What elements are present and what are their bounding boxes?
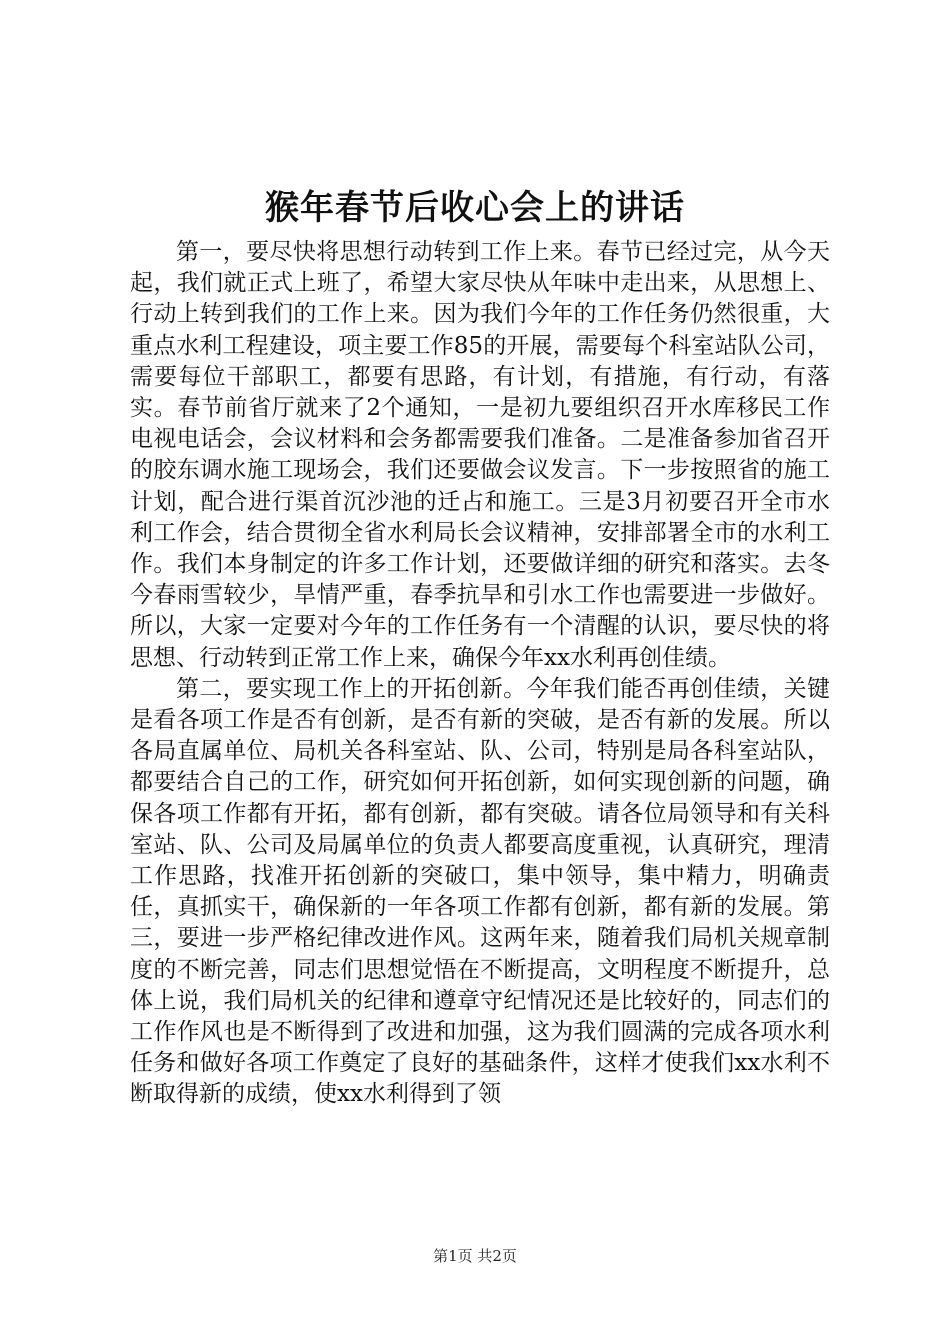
document-body: [130, 237, 830, 1111]
paragraph-2: 第二，要实现工作上的开拓创新。今年我们能否再创佳绩，关键是看各项工作是否有创新，是否有新的突破，是否有新的发展。所以各局直属单位、局机关各科室站、队、公司，特别是局各科室站队，都要结合自己的工作，研究如何开拓创新，如何实现创新的问题，确保各项工作都有开拓，都有创新，都有突破。请各位局领导和有关科室站、队、公司及局属单位的负责人都要高度重视，认真研究，理清工作思路，找准开拓创新的突破口，集中领导，集中精力，明确责任，真抓实干，确保新的一年各项工作都有创新，都有新的发展。第三，要进一步严格纪律改进作风。这两年来，随着我们局机关规章制度的不断完善，同志们思想觉悟在不断提高，文明程度不断提升，总体上说，我们局机关的纪律和遵章守纪情况还是比较好的，同志们的工作作风也是不断得到了改进和加强，这为我们圆满的完成各项水利任务和做好各项工作奠定了良好的基础条件，这样才使我们xx水利不断取得新的成绩，使xx水利得到了领: [130, 675, 830, 1108]
document-title: 猴年春节后收心会上的讲话: [265, 188, 685, 228]
paragraph-1: 第一，要尽快将思想行动转到工作上来。春节已经过完，从今天起，我们就正式上班了，希望大家尽快从年味中走出来，从思想上、行动上转到我们的工作上来。因为我们今年的工作任务仍然很重，大重点水利工程建设，项主要工作85的开展，需要每个科室站队公司，需要每位干部职工，都要有思路，有计划，有措施，有行动，有落实。春节前省厅就来了2个通知，一是初九要组织召开水库移民工作电视电话会，会议材料和会务都需要我们准备。二是准备参加省召开的胶东调水施工现场会，我们还要做会议发言。下一步按照省的施工计划，配合进行渠首沉沙池的迁占和施工。三是3月初要召开全市水利工作会，结合贯彻全省水利局长会议精神，安排部署全市的水利工作。我们本身制定的许多工作计划，还要做详细的研究和落实。去冬今春雨雪较少，旱情严重，春季抗旱和引水工作也需要进一步做好。所以，大家一定要对今年的工作任务有一个清醒的认识，要尽快的将思想、行动转到正常工作上来，确保今年xx水利再创佳绩。: [130, 239, 830, 671]
page-number-footer: 第1页 共2页: [433, 1247, 517, 1265]
